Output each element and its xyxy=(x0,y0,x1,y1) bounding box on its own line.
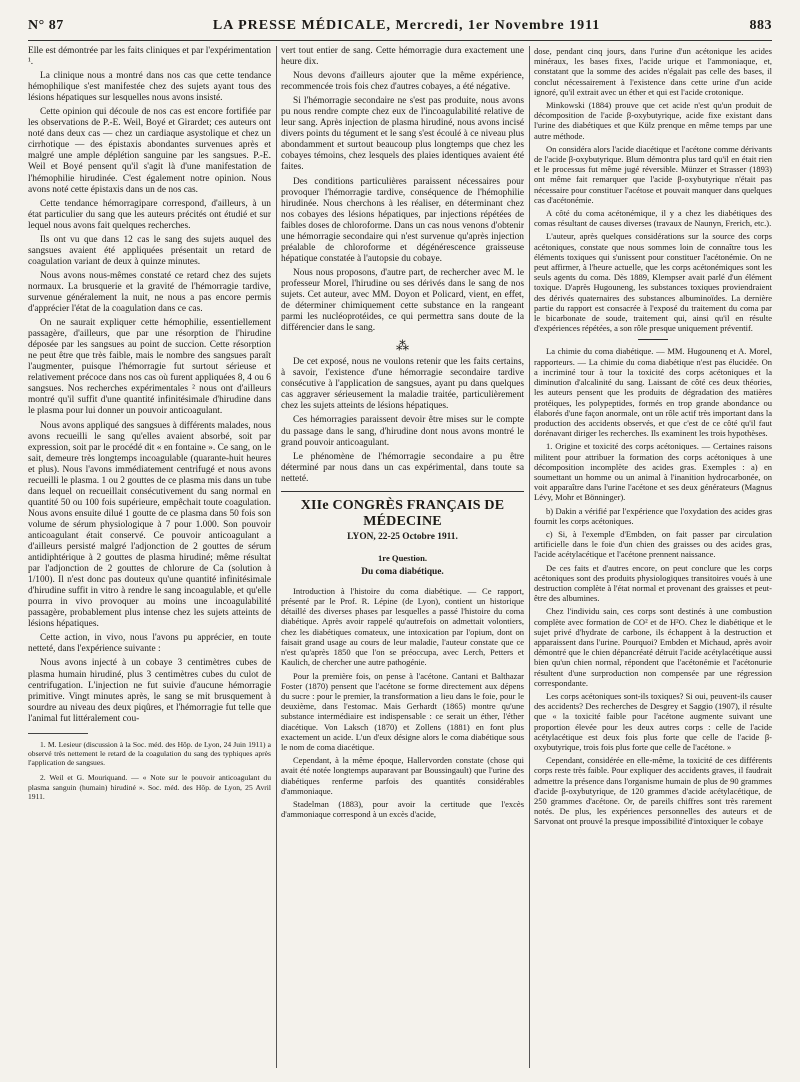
paragraph: De ces faits et d'autres encore, on peut conclure que les corps acétoniques sont des produits physiologiques transitoires voués à une destruction complète à l'état normal et provenant des graisses et peut-être des albumines. xyxy=(534,562,772,604)
paragraph: On considéra alors l'acide diacétique et l'acétone comme dérivants de l'acide β-oxybutyrique. Blum démontra plus tard qu'il en était rien et le processus fut même jugé réversible. Münzer et Strasser (1893) ont même fait remarquer que l'acide β-oxybutyrique n'était pas nécessaire pour constituer l'acétose et pouvait manquer dans quelques cas d'acétonémie. xyxy=(534,143,772,205)
header-rule xyxy=(28,40,772,41)
page-header xyxy=(28,18,772,36)
paragraph: Les corps acétoniques sont-ils toxiques? Si oui, peuvent-ils causer des accidents? Des recherches de Desgrey et Saggio (1907), il résulte que « la toxicité faible pour l'acétone augmente suivant une proportion élevée pour les deux autres corps : celle de l'acide acétylacétique est deux fois plus forte que celle de l'acide β-oxybutyrique, trois fois plus forte que celle de l'acétone. » xyxy=(534,690,772,752)
paragraph: dose, pendant cinq jours, dans l'urine d'un acétonique les acides minéraux, les bases fixes, l'acide urique et l'ammoniaque, et, constatant que la somme des acides n'égalait pas celle des bases, il conclut nécessairement à l'existence dans cette urine d'un acide ignoré, qu'il extrait avec un éther et qui est l'acide crotonique. xyxy=(534,46,772,97)
paragraph: Nous avons nous-mêmes constaté ce retard chez des sujets normaux. La brusquerie et la gravité de l'hémorragie tardive, survenue généralement la nuit, ne nous a pas encore permis d'apprécier l'état de la coagulation dans ce cas. xyxy=(28,270,271,315)
footnote: 2. Weil et G. Mouriquand. — « Note sur le pouvoir anticoagulant du plasma sanguin (humain) hirudiné ». Soc. méd. des Hôp. de Lyon, 25 Avril 1911. xyxy=(28,773,271,801)
question-number: 1re Question. xyxy=(377,552,427,563)
paragraph: La chimie du coma diabétique. — MM. Hugounenq et A. Morel, rapporteurs. — La chimie du coma diabétique n'est pas élucidée. On a incriminé tour à tour la toxicité des corps acétoniques et la diminution d'alcalinité du sang. Laissant de côté ces deux théories, les auteurs pensent que les produits de dégradation des matières protéiques, les polypeptides, formés en trop grande abondance ou élaborés d'une façon anormale, ont un rôle actif très important dans la production des accidents observés, et que c'est de ce côté qu'il faut dorénavant diriger les recherches. Ils examinent les trois hypothèses. xyxy=(534,346,772,439)
footnote-rule xyxy=(28,733,88,734)
paragraph: L'auteur, après quelques considérations sur la source des corps acétoniques, constate que nous sommes loin de connaître tous les éléments toxiques qui s'unissent pour constituer l'acétonémie. On ne peut affirmer, à l'heure actuelle, que les corps acétonémiques sont les seuls agents du coma. Dès 1889, Klempser avait parlé d'un élément toxique. D'après Hugouneng, les substances toxiques proviendraient des dérivés quaternaires des substances albuminoïdes. La dernière partie du rapport est consacrée à l'exposé du traitement du coma par le bicarbonate de soude, traitement qui, ainsi qu'il en résulte d'expériences répétées, a son rôle presque uniquement préventif. xyxy=(534,231,772,334)
paragraph: On ne saurait expliquer cette hémophilie, essentiellement passagère, d'ailleurs, que par une résorption de l'hirudine déposée par les sangsues au point de succion. Cette résorption ne peut être que très faible, mais le nombre des sangsues paraît l'augmenter, puisque l'hémorragie fut surtout sérieuse et relativement précoce dans nos cas où furent appliquées 8, 4 ou 6 sangsues. Nos recherches expérimentales ² nous ont d'ailleurs montré qu'il suffit d'une quantité infinitésimale d'hirudine dans le plasma pour lui donner un pouvoir anticoagulant. xyxy=(28,318,271,417)
paragraph: Nous avons injecté à un cobaye 3 centimètres cubes de plasma humain hirudiné, plus 3 centimètres cubes du culot de centrifugation. L'injection ne fut suivie d'aucune hémorragie primitive. Vingt minutes après, le sang se mit brusquement à sourdre au niveau des deux piqûres, et l'hémorragie fut telle que l'animal fut littéralement cou- xyxy=(28,658,271,724)
column-1 xyxy=(28,46,271,1068)
page-number: 883 xyxy=(749,18,772,33)
paragraph: La clinique nous a montré dans nos cas que cette tendance hémophilique s'est manifestée chez des sujets ayant tous des lésions hépatiques sur lesquelles nous avons insisté. xyxy=(28,71,271,104)
paragraph: 1. Origine et toxicité des corps acétoniques. — Certaines raisons militent pour attribuer la formation des corps acétoniques à une décomposition incomplète des acides gras. Exemples : a) en soumettant un homme ou un animal à l'inanition hydrocarbonée, on voit apparaître dans l'urine l'acétone et ses deux générateurs (Magnus Lévy, Mohr et Bönninger). xyxy=(534,441,772,503)
paragraph: Cependant, considérée en elle-même, la toxicité de ces différents corps reste très faible. Pour expliquer des accidents graves, il faudrait admettre la présence dans l'organisme humain de plus de 90 grammes d'acide β-oxybutyrique, de 120 grammes d'acide acétylacétique, de 250 grammes d'acétone. Or, de pareils chiffres sont très rarement notés. De plus, les expériences personnelles des auteurs et de Sarvonat ont prouvé la presque impossibilité d'intoxiquer le cobaye xyxy=(534,755,772,827)
paragraph: Elle est démontrée par les faits cliniques et par l'expérimentation ¹. xyxy=(28,46,271,68)
journal-title: LA PRESSE MÉDICALE, Mercredi, 1er Novembre 1911 xyxy=(212,18,601,33)
section-rule xyxy=(638,339,668,340)
paragraph: Cette tendance hémorragipare correspond, d'ailleurs, à un état particulier du sang que les auteurs précités ont étudié et sur lequel nous avons fait quelques recherches. xyxy=(28,198,271,231)
paragraph: c) Si, à l'exemple d'Embden, on fait passer par circulation artificielle dans le foie d'un chien des graisses ou des acides gras, l'acide acétylacétique et l'acétone prennent naissance. xyxy=(534,528,772,560)
paragraph: Nous nous proposons, d'autre part, de rechercher avec M. le professeur Morel, l'hirudine ou ses dérivés dans le sang de nos sujets. Cet auteur, avec MM. Doyon et Policard, vient, en effet, de déterminer chimiquement cette substance en la rangeant parmi les nucléoprotéides, ce qui permettra sans doute de la différencier dans le sang. xyxy=(281,267,524,334)
paragraph: Pour la première fois, on pense à l'acétone. Cantani et Balthazar Foster (1870) pensent que l'acétone se forme directement aux dépens du sucre : pour le premier, la transformation a lieu dans le foie, pour le deuxième, dans l'estomac. Mais Gerhardt (1865) montre qu'une substance intermédiaire est indispensable : ce serait un éther, l'éther diacétique. Von Laksch (1870) et Zollens (1881) en font plus exactement un acide. L'un d'eux désigne alors le coma diabétique sous le nom de coma diacétique. xyxy=(281,670,524,752)
paragraph: Introduction à l'histoire du coma diabétique. — Ce rapport, présenté par le Prof. R. Lépine (de Lyon), contient un historique détaillé des diverses phases par lesquelles a passé l'histoire du coma diabétique. Après avoir rappelé qu'autrefois on admettait volontiers, chez les diabétiques comateux, une intoxication par l'opium, dont on faisait grand usage au cours de leur maladie, l'auteur constate que ce n'est qu'après 1850 que l'on se préoccupa, avec Lerch, Petters et Kaulich, de chercher une autre pathogénie. xyxy=(281,585,524,668)
paragraph: Minkowski (1884) prouve que cet acide n'est qu'un produit de décomposition de l'acide β-oxybutyrique, acide fixe existant dans l'urine des diabétiques et que Külz prenque en même temps par une autre méthode. xyxy=(534,100,772,141)
paragraph: De cet exposé, nous ne voulons retenir que les faits certains, à savoir, l'existence d'une hémorragie secondaire tardive consécutive à l'application de sangsues, ayant pu dans quelques cas aggraver sérieusement la maladie traitée, particulièrement chez les sujets atteints de lésions hépatiques. xyxy=(281,357,524,412)
paragraph: Chez l'individu sain, ces corps sont destinés à une combustion complète avec formation de CO² et de H²O. Chez le diabétique et le sujet privé d'hydrate de carbone, ils échappent à la destruction et apparaissent dans l'urine. Pourquoi? Embden et Michaud, après avoir démontré que le chien dépancréaté détruit l'acide acétylacétique aussi bien qu'un chien normal, répondent que l'acétonémie et l'acétonurie résultent d'une surproduction non compensée par une régression correspondante. xyxy=(534,606,772,688)
paragraph: Cependant, à la même époque, Hallervorden constate (chose qui avait été notée longtemps auparavant par Boussingault) que l'urine des diabétiques renferme parfois des quantités considérables d'ammoniaque. xyxy=(281,755,524,796)
paragraph: A côté du coma acétonémique, il y a chez les diabétiques des comas résultant de causes diverses (travaux de Naunyn, Frerich, etc.). xyxy=(534,208,772,229)
paragraph: Si l'hémorragie secondaire ne s'est pas produite, nous avons pu nous rendre compte chez eux de l'incoagulabilité relative de leur sang. Après injection de plasma hirudiné, nous avons incisé divers points du tégument et le sang s'est écoulé à ce niveau plus abondamment et surtout beaucoup plus longtemps que chez les cobayes témoins, chez lesquels des plaies identiques avaient été faites. xyxy=(281,96,524,173)
column-divider xyxy=(276,46,277,1068)
paragraph: Ils ont vu que dans 12 cas le sang des sujets auquel des sangsues avaient été appliquées présentait un retard de coagulation variant de deux à quinze minutes. xyxy=(28,234,271,267)
congress-heading: XIIe CONGRÈS FRANÇAIS DE MÉDECINE xyxy=(300,497,505,529)
paragraph: vert tout entier de sang. Cette hémorragie dura exactement une heure dix. xyxy=(281,46,524,68)
column-2 xyxy=(281,46,524,1068)
column-divider xyxy=(529,46,530,1068)
question-title: Du coma diabétique. xyxy=(361,566,444,577)
paragraph: Ces hémorragies paraissent devoir être mises sur le compte du passage dans le sang, d'hirudine dont nous avons montré le grand pouvoir anticoagulant. xyxy=(281,415,524,448)
congress-location-date: LYON, 22-25 Octobre 1911. xyxy=(347,531,458,542)
paragraph: Nous devons d'ailleurs ajouter que la même expérience, recommencée trois fois chez d'autres cobayes, a été négative. xyxy=(281,71,524,93)
paragraph: b) Dakin a vérifié par l'expérience que l'oxydation des acides gras fournit les corps acétoniques. xyxy=(534,505,772,526)
footnote: 1. M. Lesieur (discussion à la Soc. méd. des Hôp. de Lyon, 24 Juin 1911) a observé très nettement le retard de la coagulation du sang des typhiques après l'application de sangsues. xyxy=(28,739,271,768)
section-separator: ⁂ xyxy=(396,338,409,354)
section-rule xyxy=(281,491,524,492)
paragraph: Cette action, in vivo, nous l'avons pu apprécier, en toute netteté, dans l'expérience suivante : xyxy=(28,633,271,655)
issue-number: N° 87 xyxy=(28,18,64,33)
paragraph: Nous avons appliqué des sangsues à différents malades, nous avons recueilli le sang qu'elles avaient absorbé, soit par expression, soit par le procédé dit « en fontaine ». Ce sang, on le sait, demeure très longtemps incoagulable (quarante-huit heures et plus). Nous l'avons immédiatement centrifugé et nous avons recueilli le plasma. 1 ou 2 gouttes de ce plasma mis dans un tube dans lequel on recueillait consécutivement du sang normal en quantité 50 ou 100 fois supérieure, empêchait toute coagulation. Nous avons ensuite dilué 1 goutte de ce plasma dans 50 fois son volume de sérum physiologique à 7 pour 1.000. Son pouvoir anticoagulant était conservé. Ce pouvoir anticoagulant a d'ailleurs persisté malgré l'adjonction de 2 gouttes de sérum antidiphtérique à 2 gouttes de plasma hirudiné; même résultat par l'adjonction de 2 gouttes de chlorure de Ca (solution à 1/100). Il n'est donc pas douteux qu'une quantité infinitésimale d'hirudine suffit in vitro à rendre le sang incoagulable, et qu'elle pourra in vivo provoquer au moins une incoagulabilité passagère, probablement plus intense chez les sujets atteints de lésions hépatiques. xyxy=(28,420,271,630)
column-3 xyxy=(534,46,772,1068)
paragraph: Des conditions particulières paraissent nécessaires pour provoquer l'hémorragie tardive, conséquence de l'hémophilie hirudinée. Nous cherchons à les réaliser, en déterminant chez nos cobayes des lésions hépatiques, par injections répétées de faibles doses de chloroforme. Dans un cas nous venons d'obtenir une hémorragie secondaire qui n'est survenue qu'après injection préalable de chloroforme et dégénérescence graisseuse hépatique constatée à l'autopsie du cobaye. xyxy=(281,176,524,264)
paragraph: Cette opinion qui découle de nos cas est encore fortifiée par les observations de P.-E. Weil, Boyé et Girardet; ces auteurs ont noté dans deux cas — chez un cardiaque asystolique et chez un cirrhotique — des épistaxis abondantes survenues après et malgré une ample déplétion sanguine par les sangsues. P.-E. Weil et Boyé pensent qu'il s'agit là d'une manifestation de l'hémophilie hirudinée. C'est également notre opinion. Nous avons noté cette épistaxis dans un de nos cas. xyxy=(28,107,271,195)
paragraph: Le phénomène de l'hémorragie secondaire a pu être déterminé par nous dans un cas expérimental, dans toute sa netteté. xyxy=(281,451,524,484)
paragraph: Stadelman (1883), pour avoir la certitude que l'excès d'ammoniaque correspond à un excès d'acide, xyxy=(281,798,524,820)
